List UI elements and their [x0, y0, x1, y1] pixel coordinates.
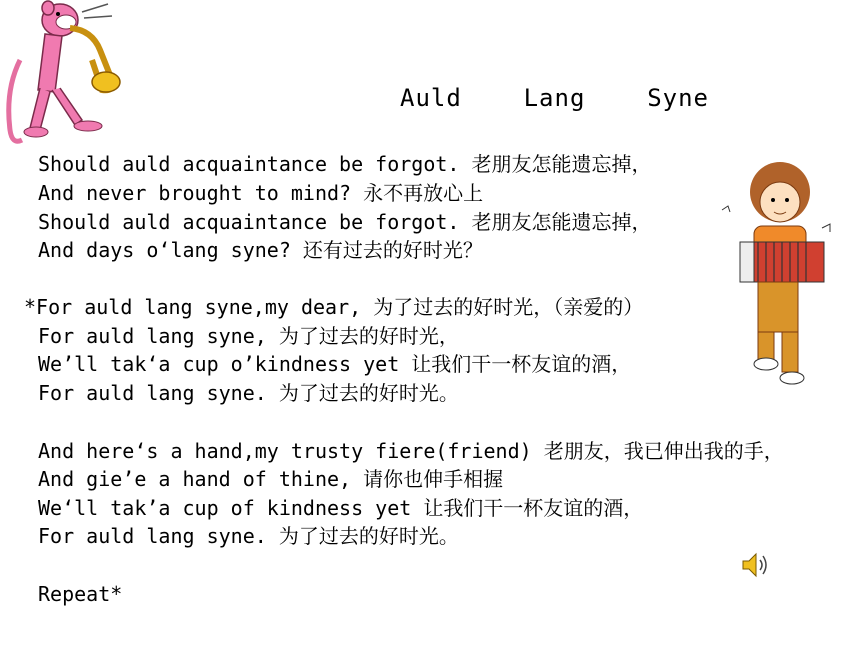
lyric-line: For auld lang syne, 为了过去的好时光， — [38, 324, 459, 348]
lyric-line: And gie’e a hand of thine, 请你也伸手相握 — [38, 467, 504, 491]
chorus-line: *For auld lang syne,my dear, 为了过去的好时光，（亲爱的） — [24, 295, 644, 319]
lyric-line: We‘ll tak’a cup of kindness yet 让我们干一杯友谊的酒， — [38, 496, 644, 520]
speaker-icon[interactable] — [740, 550, 770, 580]
lyric-line: For auld lang syne. 为了过去的好时光。 — [38, 381, 459, 405]
lyric-line: And days o‘lang syne? 还有过去的好时光？ — [38, 238, 483, 262]
lyric-line: And here‘s a hand,my trusty fiere(friend) 老朋友，我已伸出我的手， — [38, 439, 784, 463]
lyric-line: Should auld acquaintance be forgot. 老朋友怎能遗忘掉， — [38, 210, 652, 234]
pink-panther-saxophone-illustration — [0, 0, 135, 150]
lyric-line: And never brought to mind? 永不再放心上 — [38, 181, 484, 205]
lyric-line: We’ll tak‘a cup o’kindness yet 让我们干一杯友谊的酒， — [38, 352, 632, 376]
lyric-line: For auld lang syne. 为了过去的好时光。 — [38, 524, 459, 548]
boy-accordion-illustration — [718, 150, 838, 390]
lyric-line: Should auld acquaintance be forgot. 老朋友怎能遗忘掉， — [38, 152, 652, 176]
repeat-line: Repeat* — [38, 582, 123, 606]
song-title: Auld Lang Syne — [400, 84, 709, 112]
